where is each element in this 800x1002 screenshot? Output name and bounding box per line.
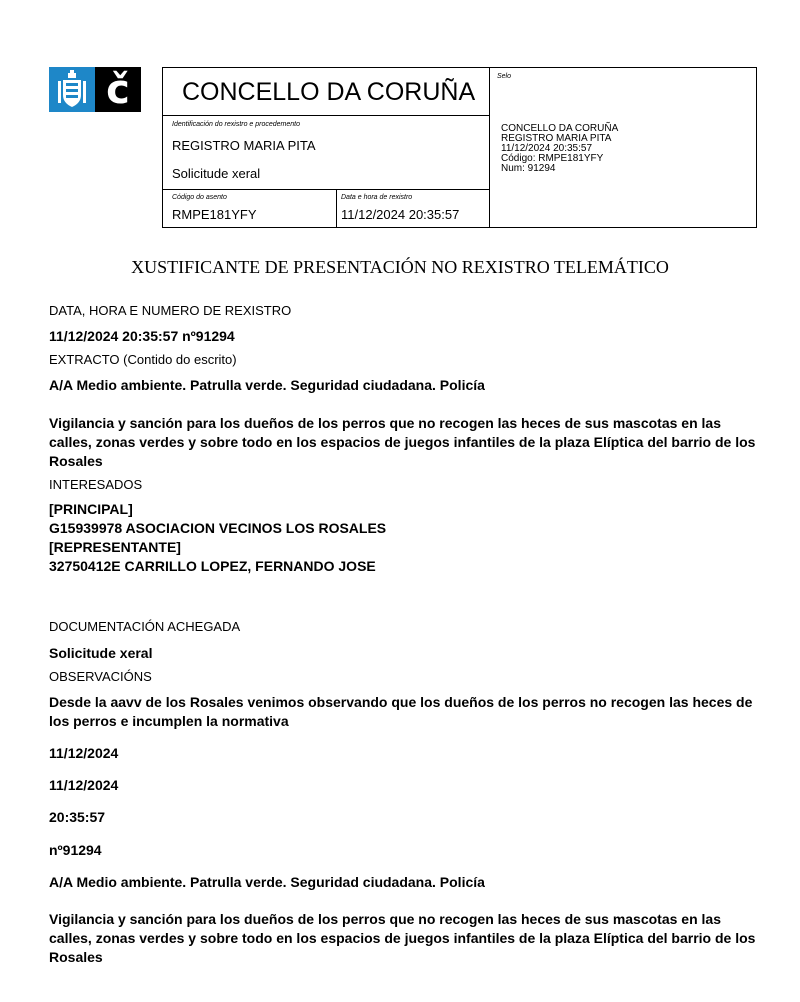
procedure-name: Solicitude xeral [172,166,261,181]
repeat-time: 20:35:57 [49,809,106,825]
entry-code-label: Código do asento [172,194,227,201]
logo-letter: č [106,67,130,113]
concello-logo [49,67,141,112]
page-title: CONCELLO DA CORUÑA [182,78,476,106]
extract-body: Vigilancia y sanción para los dueños de los perros que no recogen las heces de sus mascotas en las calles, zonas verdes y sobre todo en los espacios de juegos infantiles de la plaza Elíptica del barrio de los Rosales [49,415,756,469]
seal-line: REGISTRO MARIA PITA [501,133,612,144]
interested-line: 32750412E CARRILLO LOPEZ, FERNANDO JOSE [49,558,376,574]
observations-value: Desde la aavv de los Rosales venimos observando que los dueños de los perros no recogen las heces de los perros e incumplen la normativa [49,694,753,729]
seal-label: Selo [497,73,512,80]
registry-datetime-label: Data e hora de rexistro [341,194,413,201]
repeat-subject: A/A Medio ambiente. Patrulla verde. Seguridad ciudadana. Policía [49,874,485,890]
documents-label: DOCUMENTACIÓN ACHEGADA [49,619,241,634]
extract-label: EXTRACTO (Contido do escrito) [49,352,237,367]
seal-line: CONCELLO DA CORUÑA [501,123,619,134]
header-divider [162,189,490,190]
registry-name: REGISTRO MARIA PITA [172,138,316,153]
seal-stamp [501,124,618,174]
repeat-number: nº91294 [49,842,102,858]
seal-line: Código: RMPE181YFY [501,153,604,164]
extract-subject: A/A Medio ambiente. Patrulla verde. Seguridad ciudadana. Policía [49,377,485,393]
header-divider [162,115,490,116]
document-heading: XUSTIFICANTE DE PRESENTACIÓN NO REXISTRO TELEMÁTICO [131,257,669,277]
repeat-date: 11/12/2024 [49,745,119,761]
repeat-body: Vigilancia y sanción para los dueños de los perros que no recogen las heces de sus mascotas en las calles, zonas verdes y sobre todo en los espacios de juegos infantiles de la plaza Elíptica del barrio de los Rosales [49,911,756,965]
repeat-date: 11/12/2024 [49,777,119,793]
date-section-value: 11/12/2024 20:35:57 nº91294 [49,328,235,344]
documents-value: Solicitude xeral [49,645,153,661]
seal-line: 11/12/2024 20:35:57 [501,143,593,154]
date-section-label: DATA, HORA E NUMERO DE REXISTRO [49,303,292,318]
registry-id-label: Identificación do rexistro e procedemento [172,121,301,128]
entry-code: RMPE181YFY [172,207,257,222]
header-divider [336,189,337,228]
seal-line: Num: 91294 [501,163,556,174]
interested-line: [PRINCIPAL] [49,501,133,517]
registry-datetime: 11/12/2024 20:35:57 [341,207,460,222]
logo-letter-mark [95,67,141,112]
interested-line: G15939978 ASOCIACION VECINOS LOS ROSALES [49,520,387,536]
interested-label: INTERESADOS [49,477,143,492]
observations-label: OBSERVACIÓNS [49,669,152,684]
interested-line: [REPRESENTANTE] [49,539,181,555]
coat-of-arms-icon [49,67,95,112]
